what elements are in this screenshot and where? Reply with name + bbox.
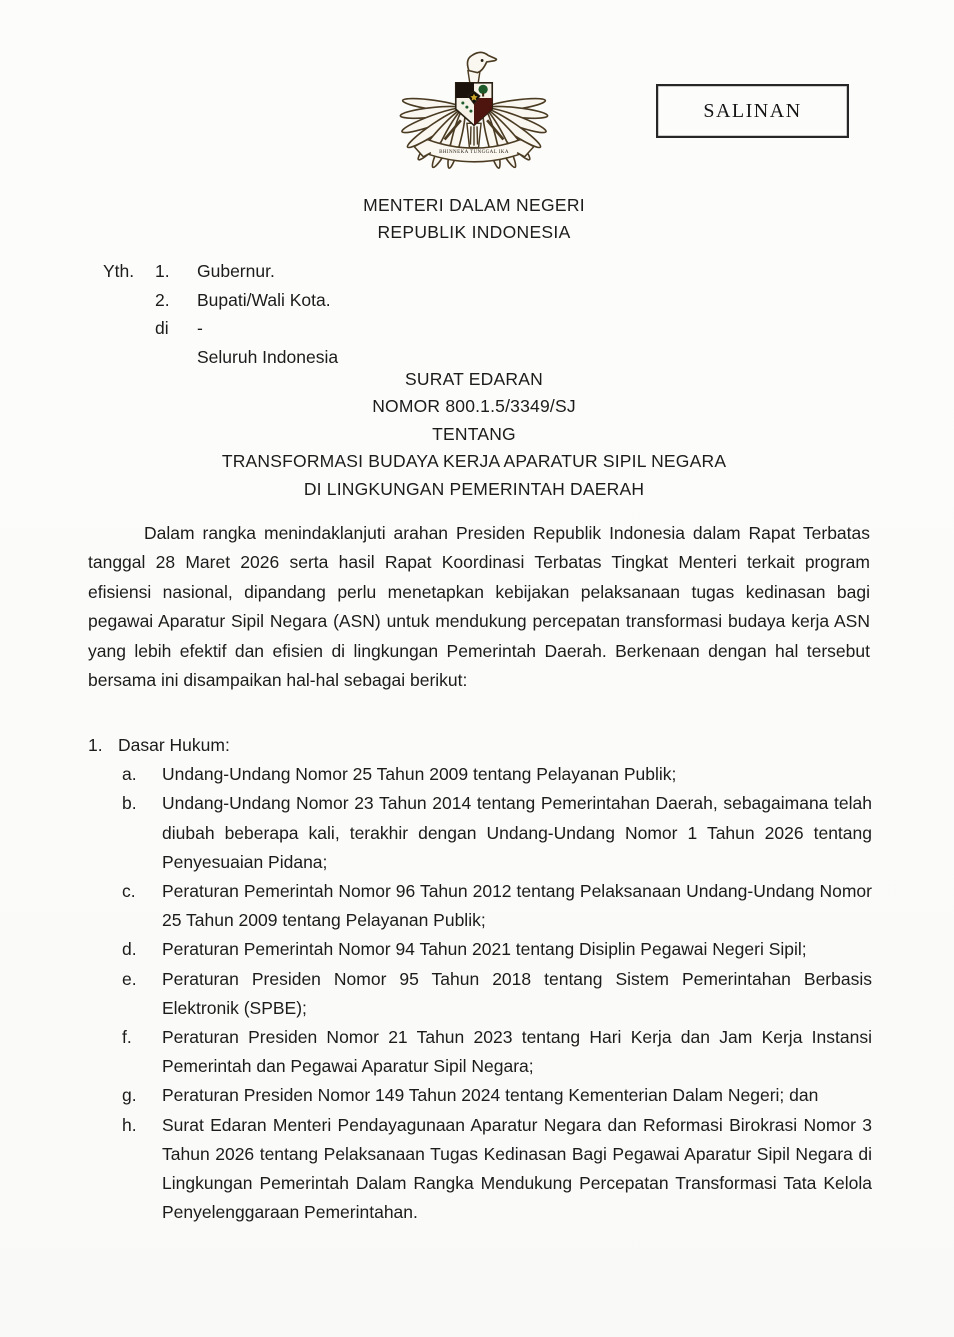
section-number: 1. [88,735,103,755]
emblem-motto-text: BHINNEKA TUNGGAL IKA [439,149,509,156]
salinan-stamp-label: SALINAN [703,99,802,122]
salinan-stamp [656,84,849,138]
legal-item-text: Peraturan Presiden Nomor 21 Tahun 2023 tentang Hari Kerja dan Jam Kerja Instansi Pemerintah dan Pegawai Aparatur Sipil Negara; [162,1027,872,1077]
addressee-item-text: Bupati/Wali Kota. [197,289,331,310]
legal-item [122,965,872,1023]
legal-item-text: Surat Edaran Menteri Pendayagunaan Aparatur Negara dan Reformasi Birokrasi Nomor 3 Tahun 2026 tentang Pelaksanaan Tugas Kedinasan Bagi Pegawai Aparatur Sipil Negara di Lingkungan Pemerintah Dalam Rangka Mendukung Percepatan Transformasi Tata Kelola Penyelenggaraan Pemerintahan. [162,1114,872,1223]
legal-item-text: Peraturan Presiden Nomor 95 Tahun 2018 tentang Sistem Pemerintahan Berbasis Elektronik (SPBE); [162,968,872,1018]
legal-item-text: Undang-Undang Nomor 23 Tahun 2014 tentang Pemerintahan Daerah, sebagaimana telah diubah beberapa kali, terakhir dengan Undang-Undang Nomor 1 Tahun 2026 tentang Penyesuaian Pidana; [162,793,872,872]
legal-item-letter: f. [122,1027,132,1048]
legal-item [122,1111,872,1228]
addressee-label: Yth. [103,261,135,281]
addressee-item-num: 1. [155,261,170,281]
addressee-item-num: 2. [155,289,170,310]
legal-item-letter: d. [122,939,137,960]
legal-item-letter: e. [122,968,137,989]
legal-items-list [122,760,872,1227]
opening-paragraph: Dalam rangka menindaklanjuti arahan Presiden Republik Indonesia dalam Rapat Terbatas tanggal 28 Maret 2026 serta hasil Rapat Koordinasi Terbatas Tingkat Menteri terkait program efisiensi nasional, dipandang perlu menetapkan kebijakan pelaksanaan tugas kedinasan bagi pegawai Aparatur Sipil Negara (ASN) untuk mendukung percepatan transformasi budaya kerja ASN yang lebih efektif dan efisien di lingkungan Pemerintah Daerah. Berkenaan dengan hal tersebut bersama ini disampaikan hal-hal sebagai berikut: [88,523,870,691]
letter-tentang: TENTANG [432,423,516,444]
legal-item-letter: h. [122,1114,137,1135]
letter-number: NOMOR 800.1.5/3349/SJ [372,396,576,417]
legal-item [122,1081,872,1110]
letterhead-line1: MENTERI DALAM NEGERI [363,195,585,215]
legal-item-text: Peraturan Presiden Nomor 149 Tahun 2024 tentang Kementerian Dalam Negeri; dan [162,1085,819,1106]
legal-item [122,789,872,877]
letter-subject-line1: TRANSFORMASI BUDAYA KERJA APARATUR SIPIL NEGARA [221,451,727,472]
legal-item [122,1023,872,1081]
letterhead-line2: REPUBLIK INDONESIA [377,222,571,242]
legal-item-text: Undang-Undang Nomor 25 Tahun 2009 tentang Pelayanan Publik; [162,764,677,785]
addressee-di-label: di [155,318,169,338]
spacer [103,286,155,315]
letterhead [0,192,948,246]
garuda-icon [399,24,549,176]
legal-item-text: Peraturan Pemerintah Nomor 94 Tahun 2021 tentang Disiplin Pegawai Negeri Sipil; [162,939,807,960]
letter-title-block [0,366,948,503]
legal-basis-section [88,731,872,1227]
letter-subject-line2: DI LINGKUNGAN PEMERINTAH DAERAH [303,478,645,499]
legal-item-letter: a. [122,764,137,785]
letter-type: SURAT EDARAN [405,369,543,389]
garuda-pancasila-emblem [399,24,549,176]
legal-item [122,935,872,964]
addressee-item-text: Gubernur. [197,261,275,281]
addressee-di-dash: - [197,318,203,338]
section-heading: Dasar Hukum: [118,735,230,755]
legal-item-letter: g. [122,1085,137,1106]
legal-item [122,760,872,789]
spacer [103,314,155,343]
legal-item-text: Peraturan Pemerintah Nomor 96 Tahun 2012 tentang Pelaksanaan Undang-Undang Nomor 25 Tahun 2009 tentang Pelayanan Publik; [162,881,872,931]
legal-item-letter: b. [122,793,137,814]
section-heading-row [88,731,872,760]
legal-item [122,877,872,935]
legal-item-letter: c. [122,881,136,902]
addressee-di-value: Seluruh Indonesia [197,346,339,367]
addressee-block [103,257,338,371]
